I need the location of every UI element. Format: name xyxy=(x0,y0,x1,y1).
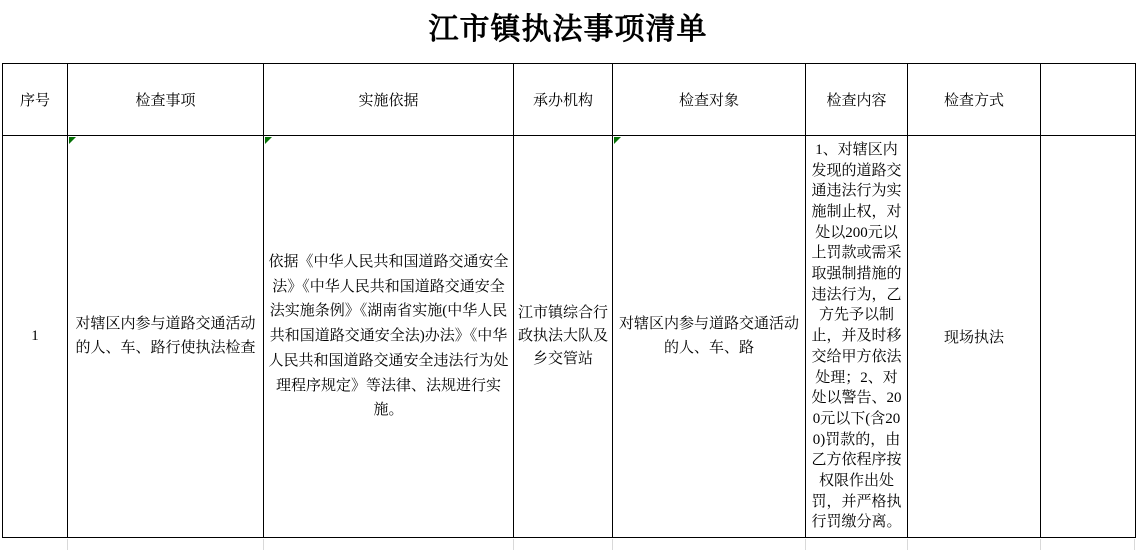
header-implementation-basis[interactable]: 实施依据 xyxy=(264,64,514,136)
gridline xyxy=(907,539,908,550)
inspection-target-text: 对辖区内参与道路交通活动的人、车、路 xyxy=(618,316,799,356)
inspection-content-text: 1、对辖区内发现的道路交通违法行为实施制止权，对处以200元以上罚款或需采取强制措施的违法行为，乙方先予以制止，并及时移交给甲方依法处理；2、对处以警告、200元以下(含200)罚款的，由乙方依程序按权限作出处罚，并严格执行罚缴分离。 xyxy=(811,141,902,531)
cell-implementation-basis[interactable] xyxy=(264,136,514,538)
seq-value: 1 xyxy=(31,328,39,344)
error-indicator-icon xyxy=(265,137,272,144)
gridline xyxy=(67,539,68,550)
error-indicator-icon xyxy=(69,137,76,144)
header-extra[interactable] xyxy=(1041,64,1136,136)
table-row xyxy=(3,136,1136,538)
table-header-row xyxy=(3,64,1136,136)
header-seq[interactable]: 序号 xyxy=(3,64,68,136)
cell-inspection-content[interactable] xyxy=(806,136,908,538)
inspection-method-text: 现场执法 xyxy=(943,330,1004,346)
gridline xyxy=(612,539,613,550)
page-title: 江市镇执法事项清单 xyxy=(428,13,708,46)
cell-inspection-method[interactable] xyxy=(908,136,1041,538)
enforcement-items-table xyxy=(2,63,1136,538)
cell-undertaking-agency[interactable] xyxy=(514,136,613,538)
gridline xyxy=(1040,539,1041,550)
header-inspection-method[interactable]: 检查方式 xyxy=(908,64,1041,136)
inspection-item-text: 对辖区内参与道路交通活动的人、车、路行使执法检查 xyxy=(75,316,256,356)
header-inspection-target[interactable]: 检查对象 xyxy=(613,64,806,136)
gridline xyxy=(805,539,806,550)
gridline xyxy=(1134,539,1135,550)
error-indicator-icon xyxy=(614,137,621,144)
header-inspection-item[interactable]: 检查事项 xyxy=(68,64,264,136)
header-inspection-content[interactable]: 检查内容 xyxy=(806,64,908,136)
undertaking-agency-text: 江市镇综合行政执法大队及乡交管站 xyxy=(517,304,608,368)
cell-extra[interactable] xyxy=(1041,136,1136,538)
cell-inspection-target[interactable] xyxy=(613,136,806,538)
cell-seq[interactable] xyxy=(3,136,68,538)
gridline xyxy=(513,539,514,550)
implementation-basis-text: 依据《中华人民共和国道路交通安全法》《中华人民共和国道路交通安全法实施条例》《湖南省实施(中华人民共和国道路交通安全法)办法》《中华人民共和国道路交通安全违法行为处理程序规定》等法律、法规进行实施。 xyxy=(268,253,509,419)
gridline xyxy=(263,539,264,550)
cell-inspection-item[interactable] xyxy=(68,136,264,538)
header-undertaking-agency[interactable]: 承办机构 xyxy=(514,64,613,136)
